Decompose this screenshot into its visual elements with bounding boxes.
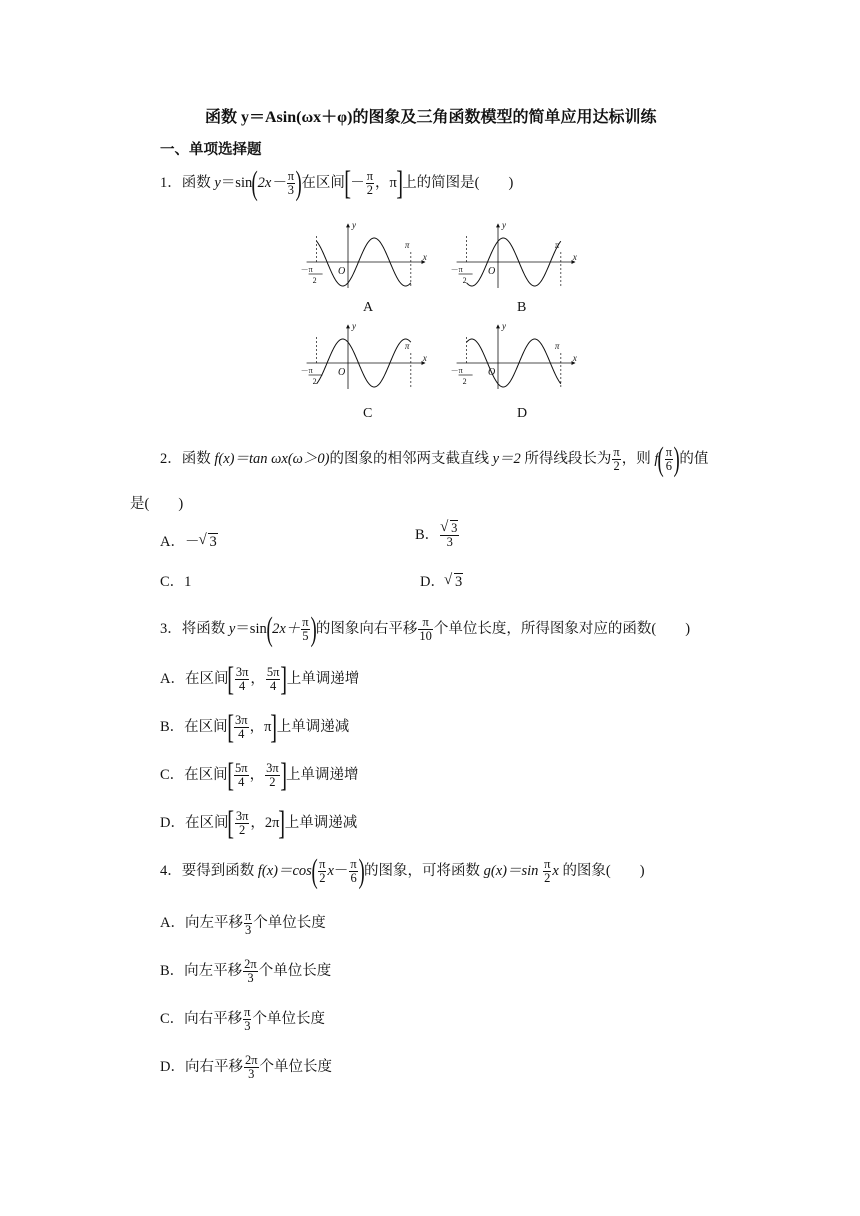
x-label: x (572, 252, 577, 262)
graph-a (301, 220, 427, 288)
document-title: 函数 y＝Asin(ωx＋φ)的图象及三角函数模型的简单应用达标训练 (205, 109, 657, 126)
origin-label: O (338, 266, 346, 277)
two-label: 2 (462, 377, 467, 386)
pi-label: π (404, 341, 410, 351)
graph-c (301, 321, 427, 389)
q1-graphs (300, 210, 595, 410)
x-label: x (422, 353, 427, 363)
question-4: 4．要得到函数 f(x)＝cos( $\frac{\pi}{2}$ x－ $\frac{\pi}{6}$ )的图象，可将函数 g(x)＝sin $\frac{\pi}{2}$ x 的图象( ) (160, 853, 645, 891)
two-label: 2 (462, 276, 467, 285)
fraction-pi-over-2: $\frac{\pi}{2}$ (366, 169, 374, 198)
neg-pi-label: －π (450, 366, 463, 375)
q4-option-b[interactable]: B．向左平移 $\frac{2\pi}{3}$ 个单位长度 (160, 957, 332, 986)
pi-label: π (554, 341, 560, 351)
question-3: 3．将函数 y＝sin(2x＋ $\frac{\pi}{5}$ )的图象向右平移 $\frac{\pi}{10}$ 个单位长度，所得图象对应的函数( ) (160, 611, 691, 649)
two-label: 2 (312, 276, 317, 285)
caption-d: D (517, 406, 528, 421)
caption-b: B (517, 300, 527, 315)
question-2-cont: 是( ) (130, 496, 184, 512)
fraction-pi-over-2: $\frac{\pi}{2}$ (613, 445, 620, 474)
q3-option-a[interactable]: A．在区间[ $\frac{3\pi}{4}$ ， $\frac{5\pi}{4}$ ]上单调递增 (160, 661, 360, 699)
caption-c: C (363, 406, 373, 421)
y-label: y (352, 220, 356, 230)
x-label: x (422, 252, 427, 262)
q2-option-b[interactable]: B． √ $\frac{3}{3}$ (415, 522, 460, 549)
fraction-pi-over-3: $\frac{\pi}{3}$ (287, 169, 295, 198)
neg-pi-label: －π (450, 265, 463, 274)
section-heading: 一、单项选择题 (160, 142, 262, 158)
origin-label: O (338, 367, 346, 378)
bracket-right: ) (295, 165, 302, 203)
q2-option-a[interactable]: A．－√ 3 (160, 530, 218, 551)
bracket-left: ( (251, 165, 259, 203)
question-2: 2．函数 f(x)＝tan ωx(ω＞0)的图象的相邻两支截直线 y＝2 所得线段长为 $\frac{\pi}{2}$ ，则 f( $\frac{\pi}{6}$ )的值 (160, 441, 709, 479)
y-label: y (502, 321, 506, 331)
graph-d (451, 321, 577, 389)
x-label: x (572, 353, 577, 363)
graph-b (451, 220, 577, 288)
neg-pi-label: －π (300, 265, 313, 274)
pi-label: π (404, 240, 410, 250)
pi-label: π (554, 240, 560, 250)
q3-option-d[interactable]: D．在区间[ $\frac{3\pi}{2}$ ，2π]上单调递减 (160, 805, 358, 843)
q4-option-c[interactable]: C．向右平移 $\frac{\pi}{3}$ 个单位长度 (160, 1005, 325, 1034)
y-label: y (352, 321, 356, 331)
q2-option-d[interactable]: D．√ 3 (420, 570, 463, 591)
y-label: y (502, 220, 506, 230)
question-1: 1．函数 y＝sin(2x－ $\frac{\pi}{3}$ )在区间[－ $\frac{\pi}{2}$ ，π]上的简图是( ) (160, 165, 514, 203)
origin-label: O (488, 266, 496, 277)
q4-option-a[interactable]: A．向左平移 $\frac{\pi}{3}$ 个单位长度 (160, 909, 326, 938)
q4-option-d[interactable]: D．向右平移 $\frac{2\pi}{3}$ 个单位长度 (160, 1053, 333, 1082)
origin-label: O (488, 367, 496, 378)
two-label: 2 (312, 377, 317, 386)
fraction-pi-over-6: $\frac{\pi}{6}$ (665, 445, 673, 474)
q3-option-b[interactable]: B．在区间[ $\frac{3\pi}{4}$ ，π]上单调递减 (160, 709, 350, 747)
neg-pi-label: －π (300, 366, 313, 375)
q2-option-c[interactable]: C．1 (160, 574, 192, 590)
q3-option-c[interactable]: C．在区间[ $\frac{5\pi}{4}$ ， $\frac{3\pi}{2}$ ]上单调递增 (160, 757, 359, 795)
caption-a: A (363, 300, 374, 315)
graphs-group (301, 220, 577, 389)
